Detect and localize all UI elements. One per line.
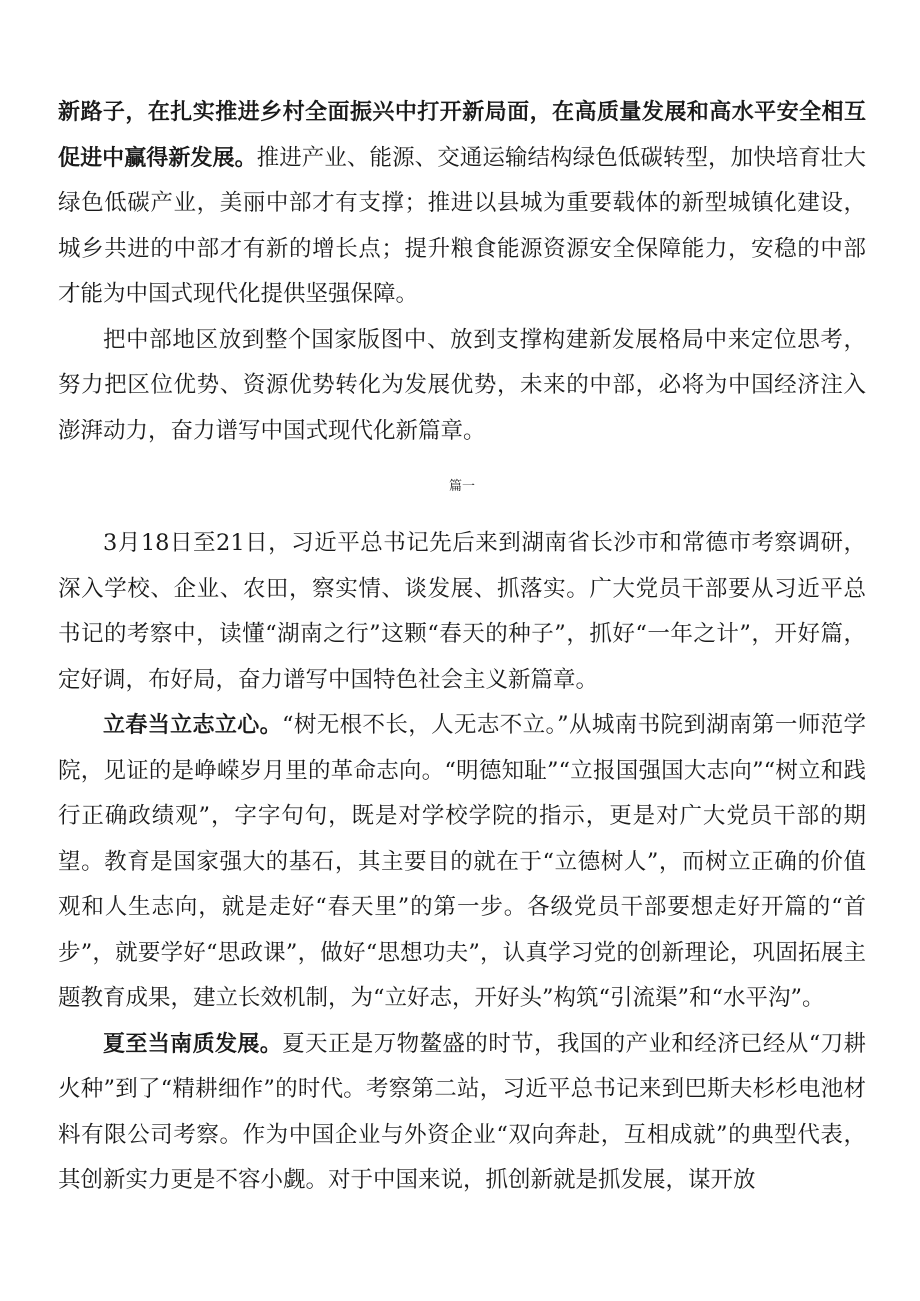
paragraph-3-text: 3月18日至21日，习近平总书记先后来到湖南省长沙市和常德市考察调研，深入学校、企业、农田，察实情、谈发展、抓落实。广大党员干部要从习近平总书记的考察中，读懂“湖南之行”这颗“春天的种子”，抓好“一年之计”，开好篇，定好调，布好局，奋力谱写中国特色社会主义新篇章。 bbox=[58, 530, 866, 693]
paragraph-5-text: 夏天正是万物鳌盛的时节，我国的产业和经济已经从“刀耕火种”到了“精耕细作”的时代。考察第二站，习近平总书记来到巴斯夫杉杉电池材料有限公司考察。作为中国企业与外资企业“双向奔赴，互相成就”的典型代表，其创新实力更是不容小觑。对于中国来说，抓创新就是抓发展，谋开放 bbox=[58, 1030, 866, 1193]
paragraph-4 bbox=[58, 703, 866, 1022]
paragraph-3 bbox=[58, 521, 866, 703]
paragraph-1 bbox=[58, 90, 866, 318]
paragraph-1-text: 推进产业、能源、交通运输结构绿色低碳转型，加快培育壮大绿色低碳产业，美丽中部才有支撑；推进以县城为重要载体的新型城镇化建设，城乡共进的中部才有新的增长点；提升粮食能源资源安全保障能力，安稳的中部才能为中国式现代化提供坚强保障。 bbox=[58, 144, 866, 307]
paragraph-1-bold-lead: 新路子，在扎实推进乡村全面振兴中打开新局面，在高质量发展和高水平安全相互促进中赢得新发展。 bbox=[58, 100, 866, 171]
paragraph-5-heading: 夏至当南质发展。 bbox=[103, 1031, 283, 1057]
section-title: 篇一 bbox=[448, 479, 475, 494]
paragraph-4-text: “树无根不长，人无志不立。”从城南书院到湖南第一师范学院，见证的是峥嵘岁月里的革命志向。“明德知耻”“立报国强国大志向”“树立和践行正确政绩观”，字字句句，既是对学校学院的指示，更是对广大党员干部的期望。教育是国家强大的基石，其主要目的就在于“立德树人”，而树立正确的价值观和人生志向，就是走好“春天里”的第一步。各级党员干部要想走好开篇的“首步”，就要学好“思政课”，做好“思想功夫”，认真学习党的创新理论，巩固拓展主题教育成果，建立长效机制，为“立好志，开好头”构筑“引流渠”和“水平沟”。 bbox=[58, 712, 866, 1011]
paragraph-4-heading: 立春当立志立心。 bbox=[103, 713, 282, 738]
paragraph-2 bbox=[58, 318, 866, 455]
document-page bbox=[58, 90, 866, 1204]
paragraph-5 bbox=[58, 1022, 866, 1204]
paragraph-2-text: 把中部地区放到整个国家版图中、放到支撑构建新发展格局中来定位思考，努力把区位优势、资源优势转化为发展优势，未来的中部，必将为中国经济注入澎湃动力，奋力谱写中国式现代化新篇章。 bbox=[58, 326, 866, 444]
